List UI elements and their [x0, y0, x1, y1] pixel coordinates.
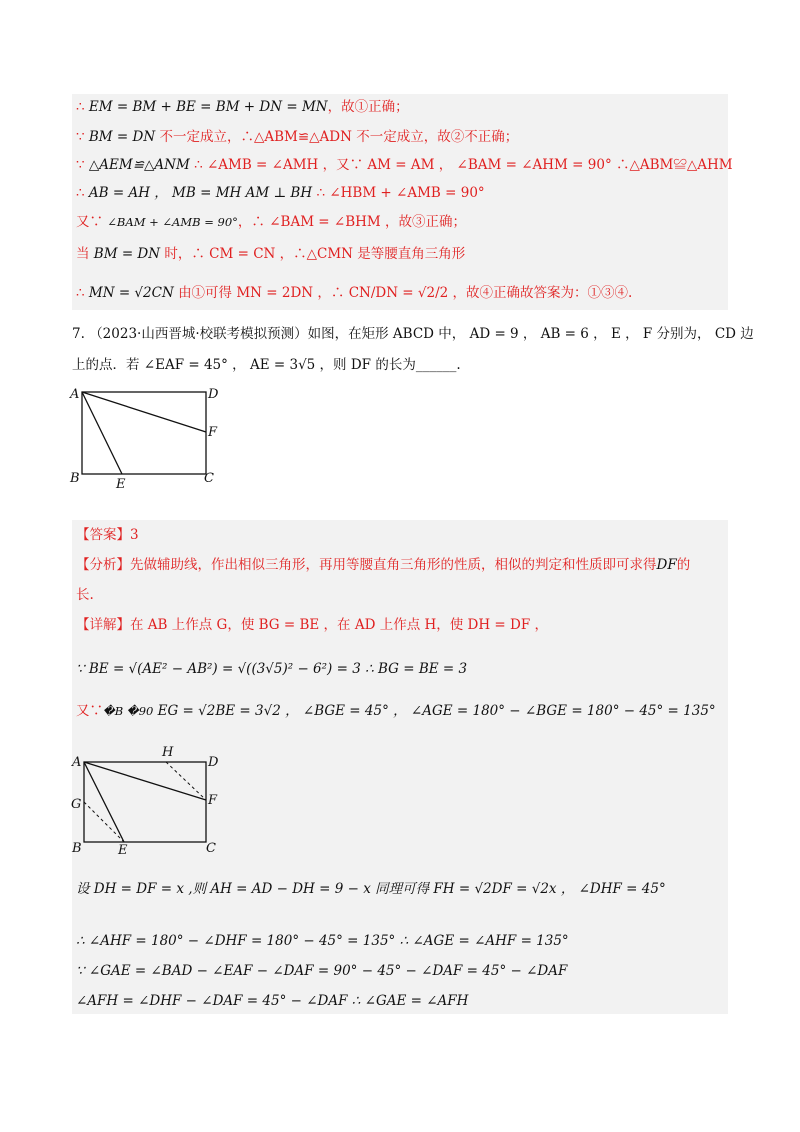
detail-line-3: 又∵�B �90 EG = √2BE = 3√2 ， ∠BGE = 45° ， ∠AGE = 180° − ∠BGE = 180° − 45° = 135°: [76, 703, 716, 719]
fig2-label-F: F: [208, 793, 218, 808]
solution-line-6: 当 BM = DN 时，∴ CM = CN ，∴△CMN 是等腰直角三角形: [76, 246, 466, 262]
solution-line-5: 又∵ ∠BAM + ∠AMB = 90°，∴ ∠BAM = ∠BHM ，故③正确；: [76, 214, 467, 230]
fig2-label-G: G: [71, 797, 82, 812]
solution-block-top: [72, 94, 728, 310]
detail-line-5: ∴ ∠AHF = 180° − ∠DHF = 180° − 45° = 135° ∴ ∠AGE = ∠AHF = 135°: [76, 933, 569, 949]
fig2-label-H: H: [162, 745, 174, 760]
question-source: （2023·山西晋城·校联考模拟预测）: [89, 326, 308, 342]
figure-rectangle-1: [66, 384, 226, 490]
solution-line-7: ∴ MN = √2CN 由①可得 MN = 2DN ，∴ CN/DN = √2/2 ，故④正确故答案为：①③④.: [76, 285, 633, 301]
fig2-label-C: C: [206, 841, 216, 856]
analysis-line-1: 【分析】先做辅助线，作出相似三角形，再用等腰直角三角形的性质，相似的判定和性质即可求得DF的: [76, 557, 691, 573]
analysis-line-2: 长.: [76, 587, 94, 603]
fig1-label-D: D: [208, 387, 219, 402]
fig1-label-E: E: [116, 477, 126, 490]
solution-line-3: ∵ △AEM≌△ANM ∴ ∠AMB = ∠AMH ，又∵ AM = AM ， ∠BAM = ∠AHM = 90° ∴△ABM≌△AHM: [76, 157, 733, 173]
question-text-1: 如图，在矩形 ABCD 中， AD = 9 ， AB = 6 ， E ， F 分别为， CD 边: [307, 326, 754, 342]
question-text-2: 上的点．若 ∠EAF = 45° ， AE = 3√5 ，则 DF 的长为______.: [72, 357, 461, 373]
fig1-label-C: C: [204, 471, 214, 486]
question-line-2: [72, 356, 461, 374]
fig1-label-F: F: [208, 425, 218, 440]
detail-line-4: 设 DH = DF = x ,则 AH = AD − DH = 9 − x 同理可得 FH = √2DF = √2x ， ∠DHF = 45°: [76, 881, 666, 897]
fig1-label-B: B: [70, 471, 80, 486]
fig2-label-A: A: [72, 755, 82, 770]
solution-line-4: ∴ AB = AH ， MB = MH AM ⊥ BH ∴ ∠HBM + ∠AMB = 90°: [76, 185, 485, 201]
detail-line-2: ∵ BE = √(AE² − AB²) = √((3√5)² − 6²) = 3 ∴ BG = BE = 3: [76, 661, 468, 677]
fig2-label-E: E: [118, 843, 128, 856]
answer-value: 3: [130, 527, 139, 543]
question-number: 7.: [72, 326, 85, 342]
detail-tag: 【详解】: [76, 617, 130, 633]
answer-tag: 【答案】: [76, 527, 130, 543]
analysis-tag: 【分析】: [76, 557, 130, 573]
fig1-label-A: A: [70, 387, 80, 402]
detail-line-6: ∵ ∠GAE = ∠BAD − ∠EAF − ∠DAF = 90° − 45° − ∠DAF = 45° − ∠DAF: [76, 963, 568, 979]
detail-line-1: 【详解】在 AB 上作点 G，使 BG = BE ，在 AD 上作点 H，使 DH = DF ，: [76, 617, 549, 633]
solution-line-1: ∴ EM = BM + BE = BM + DN = MN，故①正确；: [76, 99, 409, 115]
fig2-label-B: B: [72, 841, 82, 856]
answer-line: [76, 526, 139, 544]
solution-line-2: ∵ BM = DN 不一定成立，∴△ABM≌△ADN 不一定成立，故②不正确；: [76, 129, 519, 145]
detail-line-7: ∠AFH = ∠DHF − ∠DAF = 45° − ∠DAF ∴ ∠GAE = ∠AFH: [76, 993, 469, 1009]
figure-rectangle-2: [66, 744, 236, 856]
fig2-label-D: D: [208, 755, 219, 770]
question-line-1: [72, 325, 754, 343]
